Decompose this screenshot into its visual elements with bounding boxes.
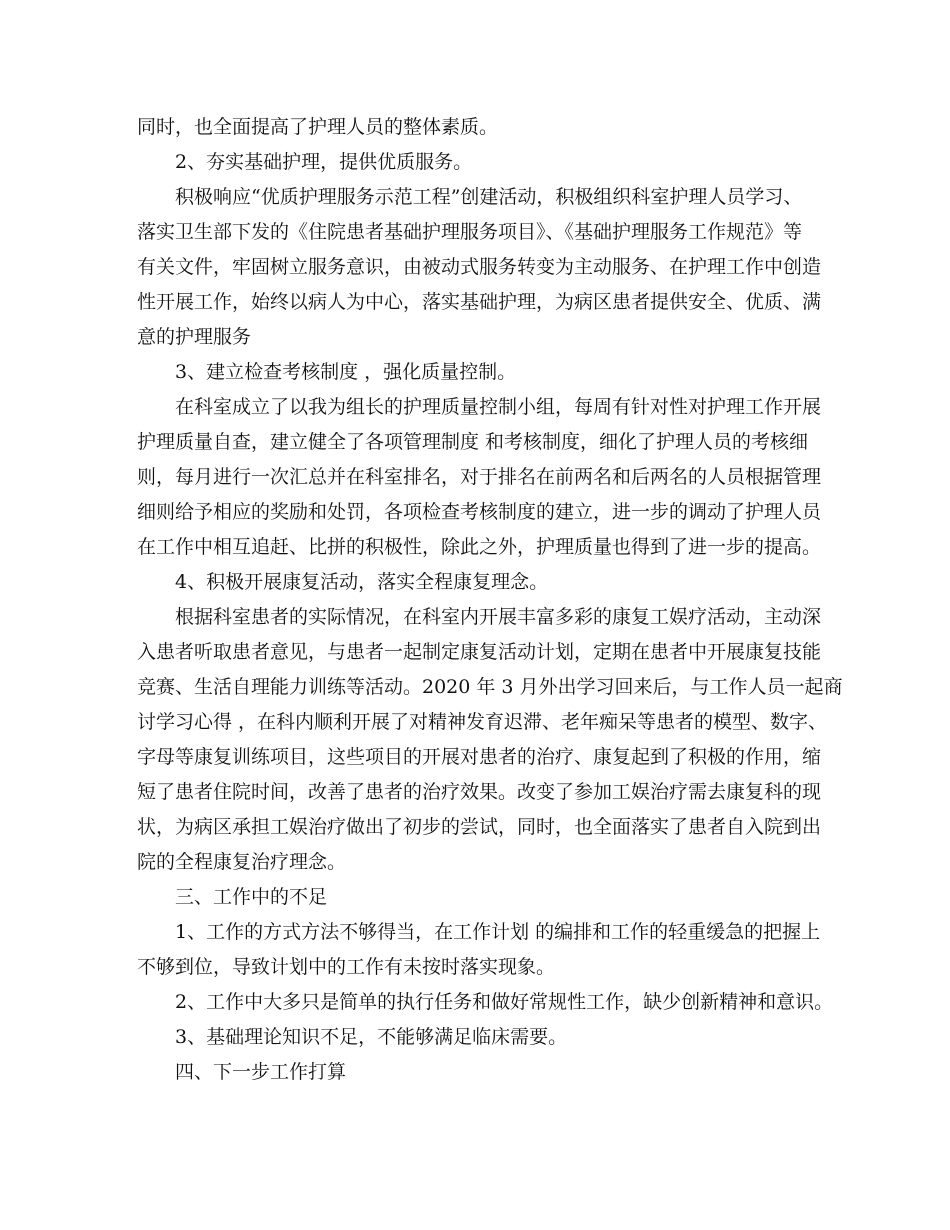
text-line: 4、积极开展康复活动，落实全程康复理念。 — [175, 571, 549, 593]
text-line: 短了患者住院时间，改善了患者的治疗效果。改变了参加工娱治疗需去康复科的现 — [137, 781, 822, 803]
text-line: 2、夯实基础护理，提供优质服务。 — [175, 151, 473, 173]
text-line: 院的全程康复治疗理念。 — [137, 851, 347, 873]
text-line: 在科室成立了以我为组长的护理质量控制小组，每周有针对性对护理工作开展 — [175, 396, 822, 418]
text-line: 三、工作中的不足 — [175, 886, 328, 908]
text-line: 根据科室患者的实际情况，在科室内开展丰富多彩的康复工娱疗活动，主动深 — [175, 606, 822, 628]
text-line: 四、下一步工作打算 — [175, 1061, 347, 1083]
text-line: 状，为病区承担工娱治疗做出了初步的尝试，同时，也全面落实了患者自入院到出 — [137, 816, 822, 838]
text-line: 在工作中相互追赶、比拼的积极性，除此之外，护理质量也得到了进一步的提高。 — [137, 536, 822, 558]
text-line: 落实卫生部下发的《住院患者基础护理服务项目》、《基础护理服务工作规范》等 — [137, 221, 803, 243]
text-line: 3、基础理论知识不足，不能够满足临床需要。 — [175, 1026, 568, 1048]
text-line: 性开展工作，始终以病人为中心，落实基础护理，为病区患者提供安全、优质、满 — [137, 291, 822, 313]
document-body — [137, 110, 843, 1090]
text-line: 1、工作的方式方法不够得当，在工作计划 的编排和工作的轻重缓急的把握上 — [175, 921, 821, 943]
text-line: 积极响应“优质护理服务示范工程”创建活动，积极组织科室护理人员学习、 — [175, 186, 803, 208]
text-line: 有关文件，牢固树立服务意识，由被动式服务转变为主动服务、在护理工作中创造 — [137, 256, 822, 278]
text-line: 3、建立检查考核制度 ，强化质量控制。 — [175, 361, 517, 383]
text-line: 细则给予相应的奖励和处罚，各项检查考核制度的建立，进一步的调动了护理人员 — [137, 501, 822, 523]
text-line: 字母等康复训练项目，这些项目的开展对患者的治疗、康复起到了积极的作用，缩 — [137, 746, 822, 768]
text-line: 入患者听取患者意见，与患者一起制定康复活动计划，定期在患者中开展康复技能 — [137, 641, 822, 663]
text-line: 2、工作中大多只是简单的执行任务和做好常规性工作，缺少创新精神和意识。 — [175, 991, 834, 1013]
text-line: 同时，也全面提高了护理人员的整体素质。 — [137, 116, 499, 138]
text-line: 护理质量自查，建立健全了各项管理制度 和考核制度，细化了护理人员的考核细 — [137, 431, 809, 453]
text-line: 则，每月进行一次汇总并在科室排名，对于排名在前两名和后两名的人员根据管理 — [137, 466, 822, 488]
text-line: 讨学习心得 ，在科内顺利开展了对精神发育迟滞、老年痴呆等患者的模型、数字、 — [137, 711, 828, 733]
text-line: 不够到位，导致计划中的工作有未按时落实现象。 — [137, 956, 556, 978]
text-line: 意的护理服务 — [137, 326, 252, 348]
text-line: 竞赛、生活自理能力训练等活动。2020 年 3 月外出学习回来后，与工作人员一起商 — [137, 676, 843, 698]
